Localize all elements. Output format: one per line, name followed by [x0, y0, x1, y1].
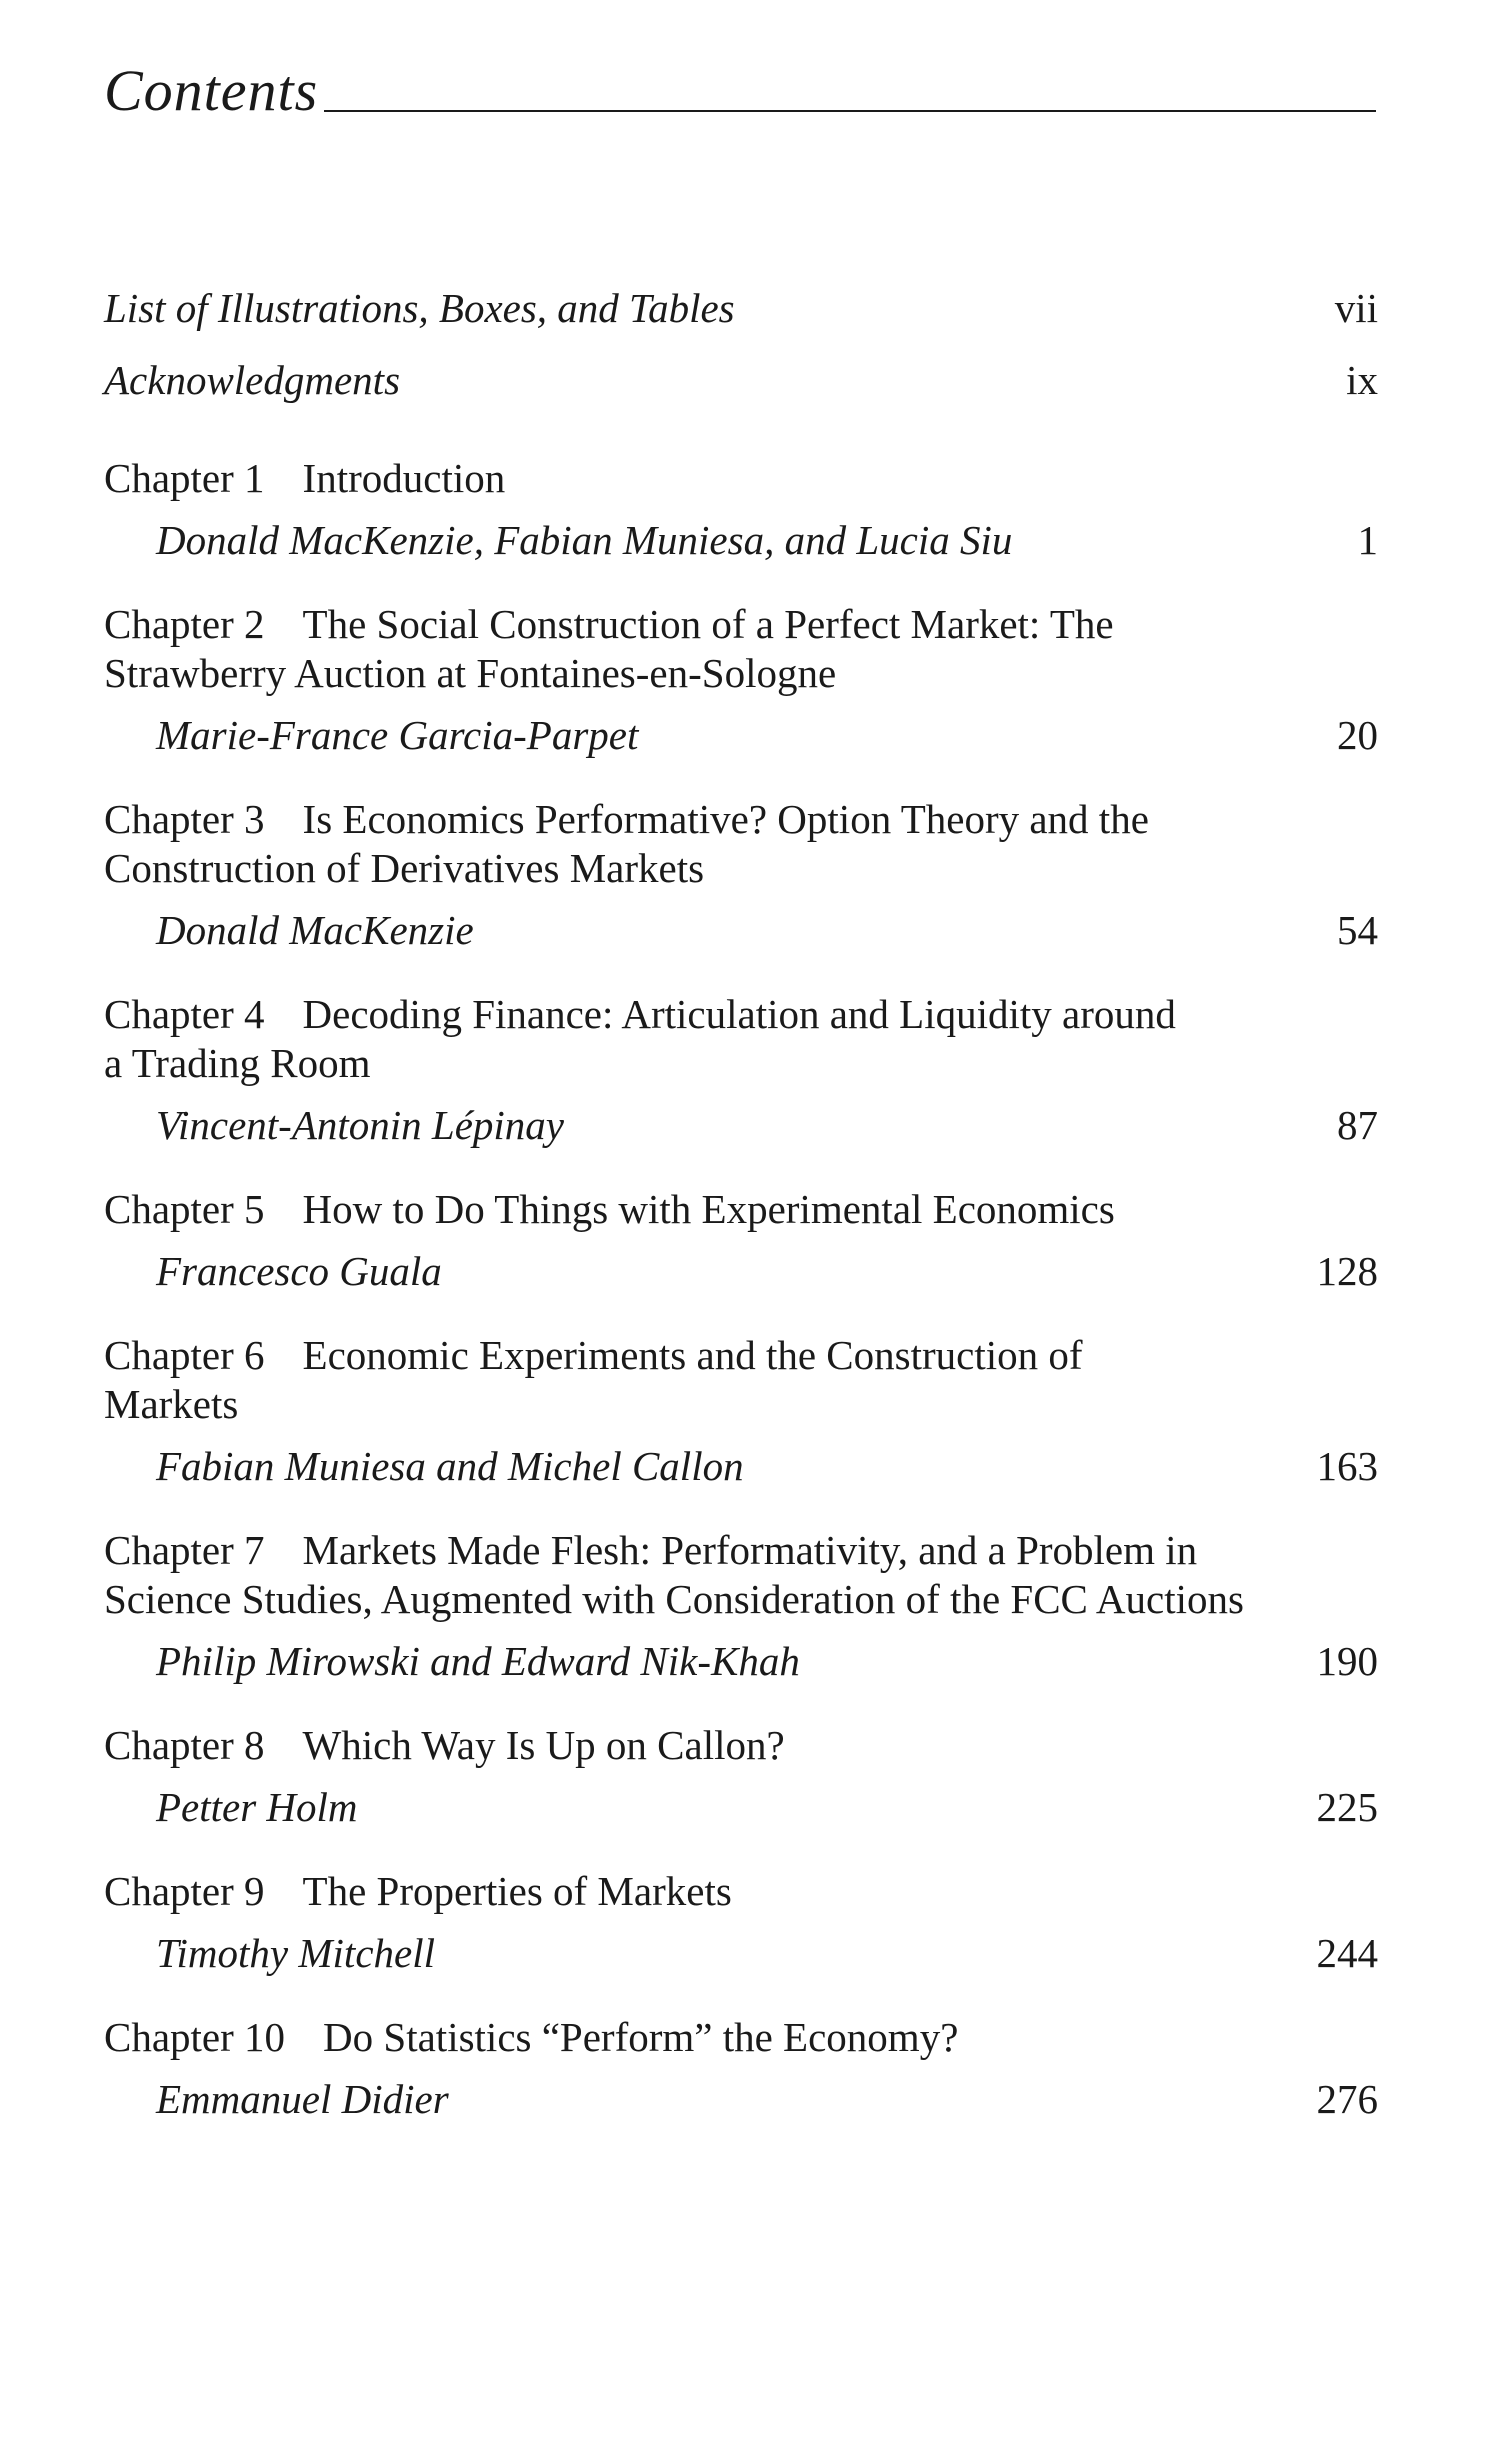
chapter-number: Chapter 3 [104, 796, 265, 842]
chapter-number: Chapter 9 [104, 1868, 265, 1914]
chapter-number: Chapter 5 [104, 1186, 265, 1232]
chapter-number: Chapter 10 [104, 2014, 286, 2060]
chapter-author: Vincent-Antonin Lépinay [156, 1102, 564, 1148]
chapter-title: Decoding Finance: Articulation and Liquidity around a Trading Room [104, 991, 1176, 1086]
chapter-entry[interactable] [104, 1185, 1378, 1296]
page-number: ix [1346, 357, 1378, 403]
chapter-title: Do Statistics “Perform” the Economy? [323, 2014, 959, 2060]
chapter-number: Chapter 1 [104, 455, 265, 501]
chapter-author: Francesco Guala [156, 1248, 442, 1294]
chapter-number: Chapter 8 [104, 1722, 265, 1768]
page-number: 1 [1357, 517, 1378, 563]
chapter-author: Petter Holm [156, 1784, 358, 1830]
page-number: 128 [1316, 1248, 1378, 1294]
page-number: 190 [1316, 1638, 1378, 1684]
front-matter-label: List of Illustrations, Boxes, and Tables [104, 285, 735, 331]
chapter-entry[interactable] [104, 1526, 1378, 1686]
chapter-title: Which Way Is Up on Callon? [302, 1722, 785, 1768]
chapter-entry[interactable] [104, 1331, 1378, 1491]
chapter-entry[interactable] [104, 1867, 1378, 1978]
front-matter-entry[interactable] [104, 357, 1378, 403]
page-number: vii [1334, 285, 1378, 331]
front-matter-label: Acknowledgments [104, 357, 401, 403]
chapter-entry[interactable] [104, 795, 1378, 955]
chapter-author: Timothy Mitchell [156, 1930, 435, 1976]
chapter-title: Markets Made Flesh: Performativity, and a Problem in Science Studies, Augmented with Consideration of the FCC Auctions [104, 1527, 1244, 1622]
chapter-title: The Properties of Markets [302, 1868, 732, 1914]
page-number: 244 [1316, 1930, 1378, 1976]
contents-heading [104, 58, 1376, 123]
heading-rule [324, 110, 1376, 112]
front-matter-entry[interactable] [104, 285, 1378, 331]
page-title: Contents [104, 58, 319, 123]
chapter-number: Chapter 7 [104, 1527, 265, 1573]
chapter-title: Economic Experiments and the Construction of Markets [104, 1332, 1083, 1427]
chapter-number: Chapter 2 [104, 601, 265, 647]
chapter-author: Donald MacKenzie [156, 907, 474, 953]
chapter-entry[interactable] [104, 990, 1378, 1150]
chapter-author: Donald MacKenzie, Fabian Muniesa, and Lucia Siu [156, 517, 1013, 563]
page-number: 54 [1337, 907, 1378, 953]
chapter-entry[interactable] [104, 2013, 1378, 2124]
chapter-number: Chapter 4 [104, 991, 265, 1037]
chapter-list [104, 454, 1378, 2159]
chapter-title: The Social Construction of a Perfect Market: The Strawberry Auction at Fontaines-en-Sologne [104, 601, 1114, 696]
page-number: 276 [1316, 2076, 1378, 2122]
chapter-entry[interactable] [104, 454, 1378, 565]
chapter-author: Philip Mirowski and Edward Nik-Khah [156, 1638, 800, 1684]
chapter-number: Chapter 6 [104, 1332, 265, 1378]
page-number: 87 [1337, 1102, 1378, 1148]
chapter-author: Marie-France Garcia-Parpet [156, 712, 639, 758]
chapter-title: Is Economics Performative? Option Theory and the Construction of Derivatives Markets [104, 796, 1149, 891]
page-number: 163 [1316, 1443, 1378, 1489]
chapter-entry[interactable] [104, 1721, 1378, 1832]
chapter-author: Emmanuel Didier [156, 2076, 449, 2122]
chapter-entry[interactable] [104, 600, 1378, 760]
chapter-title: Introduction [302, 455, 506, 501]
chapter-title: How to Do Things with Experimental Economics [302, 1186, 1115, 1232]
chapter-author: Fabian Muniesa and Michel Callon [156, 1443, 744, 1489]
page-number: 225 [1316, 1784, 1378, 1830]
page-number: 20 [1337, 712, 1378, 758]
